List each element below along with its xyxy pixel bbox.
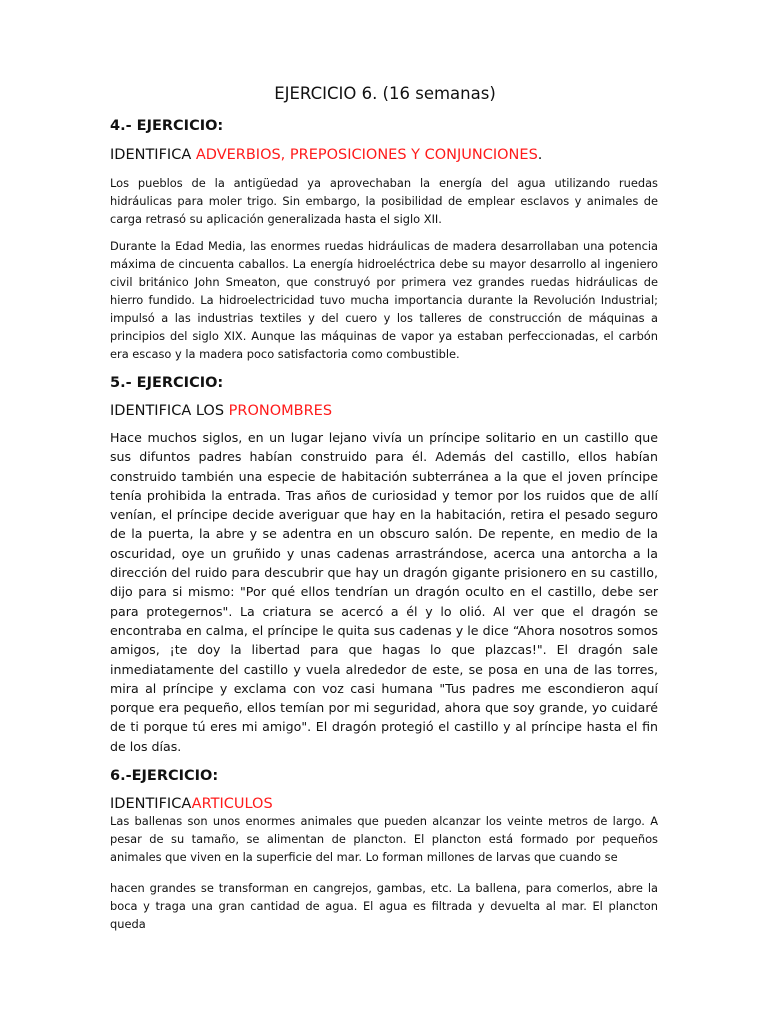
exercise-4-instruction-highlight: ADVERBIOS, PREPOSICIONES Y CONJUNCIONES [195,147,538,163]
exercise-6 [110,768,658,933]
exercise-4-paragraph-1: Los pueblos de la antigüedad ya aprovechaban la energía del agua utilizando ruedas hidráulicas para moler trigo. Sin embargo, la posibilidad de emplear esclavos y animales de carga retrasó su aplicación generalizada hasta el siglo XII. [110,176,658,226]
exercise-4-paragraph-2: Durante la Edad Media, las enormes ruedas hidráulicas de madera desarrollaban una potencia máxima de cincuenta caballos. La energía hidroeléctrica debe su mayor desarrollo al ingeniero civil británico John Smeaton, que construyó por primera vez grandes ruedas hidráulicas de hierro fundido. La hidroelectricidad tuvo mucha importancia durante la Revolución Industrial; impulsó a las industrias textiles y del cuero y los talleres de construcción de máquinas a principios del siglo XIX. Aunque las máquinas de vapor ya estaban perfeccionadas, el carbón era escaso y la madera poco satisfactoria como combustible. [110,239,658,361]
exercise-5-paragraph: Hace muchos siglos, en un lugar lejano vivía un príncipe solitario en un castillo que sus difuntos padres habían construido para él. Además del castillo, ellos habían construido también una especie de habitación subterránea a la que el joven príncipe tenía prohibida la entrada. Tras años de curiosidad y temor por los ruidos que de allí venían, el príncipe decide averiguar que hay en la habitación, retira el pesado seguro de la puerta, la abre y se adentra en un obscuro salón. De repente, en medio de la oscuridad, oye un gruñido y unas cadenas arrastrándose, acerca una antorcha a la dirección del ruido para descubrir que hay un dragón gigante prisionero en su castillo, dijo para si mismo: "Por qué ellos tendrían un dragón oculto en el castillo, debe ser para protegernos". La criatura se acercó a él y lo olió. Al ver que el dragón se encontraba en calma, el príncipe le quita sus cadenas y le dice “Ahora nosotros somos amigos, ¡te doy la libertad para que hagas lo que plazcas!". El dragón sale inmediatamente del castillo y vuela alrededor de este, se posa en una de las torres, mira al príncipe y exclama con voz casi humana "Tus padres me escondieron aquí porque era pequeño, ellos temían por mi seguridad, ahora que soy grande, yo cuidaré de ti porque tú eres mi amigo". El dragón protegió el castillo y al príncipe hasta el fin de los días. [110,430,658,754]
exercise-4-heading: 4.- EJERCICIO: [110,118,224,134]
exercise-6-instruction-prefix: IDENTIFICA [110,796,192,813]
exercise-6-instruction [110,796,658,812]
document-body [110,84,658,933]
exercise-6-paragraph-2: hacen grandes se transforman en cangrejos, gambas, etc. La ballena, para comerlos, abre la boca y traga una gran cantidad de agua. El agua es filtrada y devuelta al mar. El plancton queda [110,881,658,932]
exercise-6-paragraph-1: Las ballenas son unos enormes animales que pueden alcanzar los veinte metros de largo. A pesar de su tamaño, se alimentan de plancton. El plancton está formado por pequeños animales que viven en la superficie del mar. Lo forman millones de larvas que cuando se [110,814,658,865]
exercise-4-instruction-suffix: . [537,147,543,163]
exercise-5-instruction-prefix: IDENTIFICA LOS [110,403,229,419]
exercise-5-instruction-highlight: PRONOMBRES [228,403,333,419]
exercise-4 [110,118,658,363]
page-title: EJERCICIO 6. (16 semanas) [274,84,496,103]
exercise-5-heading: 5.- EJERCICIO: [110,375,224,391]
exercise-6-instruction-highlight: ARTICULOS [191,796,273,813]
exercise-5-instruction [110,403,658,419]
exercise-4-instruction [110,147,658,163]
exercise-4-instruction-prefix: IDENTIFICA [110,147,196,163]
exercise-5 [110,375,658,756]
exercise-6-heading: 6.-EJERCICIO: [110,768,219,785]
